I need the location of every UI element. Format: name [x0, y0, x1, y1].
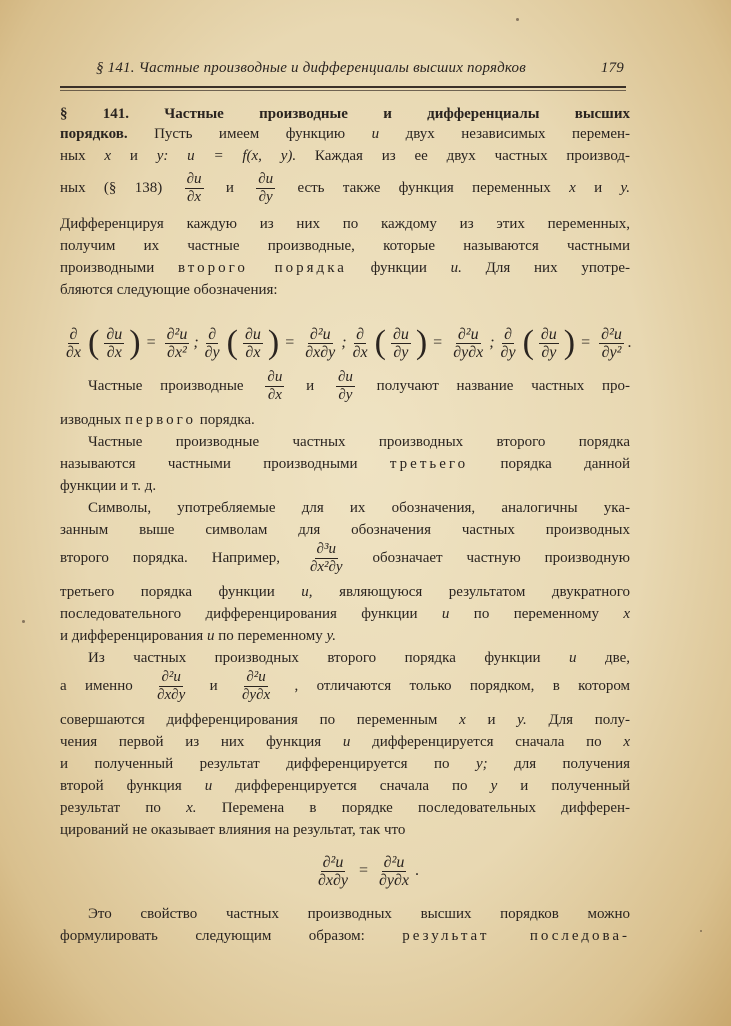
math-var: u — [569, 650, 577, 666]
left-paren: ( — [226, 324, 238, 361]
text: третьего порядка функции — [60, 584, 275, 600]
ink-speck — [516, 18, 519, 21]
text: Из частных производных второго порядка функции — [88, 650, 541, 666]
math-var: u. — [450, 260, 462, 276]
text-line — [60, 732, 630, 752]
text: функции — [370, 260, 427, 276]
text: формулировать следующим образом: — [60, 928, 365, 944]
text: Для них употре- — [485, 260, 631, 276]
text-line — [60, 776, 630, 796]
text: по переменному — [218, 628, 323, 644]
denominator: ∂x∂y — [317, 871, 348, 889]
text: Символы, употребляемые для их обозначения, аналогичны ука- — [88, 500, 630, 516]
math-var: u — [371, 126, 380, 142]
fraction — [539, 326, 559, 361]
right-paren: ) — [129, 324, 141, 361]
numerator: ∂³u — [316, 541, 336, 558]
separator: ; — [193, 334, 199, 351]
period: . — [627, 334, 632, 351]
numerator: ∂u — [540, 325, 557, 343]
spaced-term: третьего — [389, 456, 469, 472]
text: результат по — [60, 800, 161, 816]
math-var: y. — [620, 180, 631, 196]
math-var: u — [342, 734, 351, 750]
text: второго порядка. Например, — [60, 550, 280, 566]
text: цирований не оказывает влияния на результат, так что — [60, 822, 406, 838]
equals: = — [146, 334, 156, 351]
math-var: x — [623, 734, 631, 750]
right-paren: ) — [267, 324, 280, 361]
text: совершаются дифференцирования по переменным — [60, 712, 438, 728]
text-line — [60, 626, 630, 646]
equals: = — [581, 334, 591, 351]
text-line — [60, 540, 630, 576]
text-line — [60, 820, 630, 840]
text-line — [60, 280, 630, 300]
fraction — [599, 326, 624, 361]
math-var: x — [104, 148, 112, 164]
denominator: ∂y∂x — [242, 687, 271, 704]
text-line — [60, 604, 630, 624]
fraction — [308, 541, 345, 576]
separator: ; — [489, 334, 495, 351]
text-line — [60, 368, 630, 404]
right-paren: ) — [563, 324, 576, 361]
section-heading-line — [60, 104, 630, 124]
denominator: ∂x — [66, 343, 82, 361]
text: производными — [60, 260, 155, 276]
text-line — [60, 410, 630, 430]
numerator: ∂u — [244, 325, 261, 343]
text: , отличаются только порядком, в котором — [294, 678, 631, 694]
numerator: ∂u — [392, 325, 409, 343]
equals: = — [433, 334, 443, 351]
denominator: ∂x²∂y — [309, 559, 343, 576]
math-var: x — [569, 180, 576, 196]
text: две, — [604, 650, 630, 666]
numerator: ∂ — [208, 325, 217, 343]
denominator: ∂x∂y — [157, 687, 186, 704]
numerator: ∂²u — [161, 669, 181, 686]
ink-speck — [22, 620, 25, 623]
denominator: ∂y — [204, 343, 220, 361]
text: а именно — [60, 678, 133, 694]
text: Каждая из ее двух частных производ- — [314, 148, 631, 164]
spaced-term: первого — [125, 412, 196, 428]
equation-second-derivatives — [60, 318, 630, 368]
running-header — [64, 60, 624, 77]
math-var: x — [459, 712, 466, 728]
text: и дифференцирования — [60, 628, 204, 644]
fraction — [265, 369, 284, 404]
denominator: ∂x — [267, 387, 282, 404]
text: ных — [60, 148, 86, 164]
numerator: ∂²u — [322, 853, 344, 871]
text: ных (§ 138) — [60, 180, 163, 196]
fraction — [336, 369, 355, 404]
text: Частные производные — [88, 378, 244, 394]
fraction — [256, 171, 275, 206]
text: обозначает частную производную — [372, 550, 630, 566]
fraction — [451, 326, 485, 361]
denominator: ∂x — [187, 189, 202, 206]
denominator: ∂y — [500, 343, 516, 361]
left-paren: ( — [374, 324, 386, 361]
text: называются частными производными — [60, 456, 358, 472]
section-heading-end: порядков. — [60, 126, 128, 142]
separator: ; — [341, 334, 347, 351]
text: и — [129, 148, 138, 164]
denominator: ∂x — [106, 343, 122, 361]
text-line — [60, 258, 630, 278]
text: чения первой из них функция — [60, 734, 322, 750]
numerator: ∂ — [356, 325, 365, 343]
text: получим их частные производные, которые называются частными — [60, 238, 630, 254]
formula-xx — [60, 326, 199, 361]
fraction — [155, 669, 187, 704]
spaced-term: второго порядка — [178, 260, 347, 276]
text-line — [60, 170, 630, 206]
text: порядка. — [199, 412, 255, 428]
numerator: ∂u — [337, 369, 353, 386]
numerator: ∂u — [186, 171, 202, 188]
text-line — [60, 454, 630, 474]
text: есть также функция переменных — [297, 180, 551, 196]
numerator: ∂²u — [246, 669, 266, 686]
text-line — [60, 754, 630, 774]
text-line — [60, 904, 630, 924]
text: и — [306, 378, 315, 394]
text: дифференцируется сначала по — [235, 778, 468, 794]
equals: = — [358, 862, 369, 879]
denominator: ∂x — [245, 343, 261, 361]
text: и полученный — [520, 778, 631, 794]
text: порядка данной — [500, 456, 631, 472]
fraction — [243, 326, 263, 361]
text-line — [60, 710, 630, 730]
text: для получения — [514, 756, 630, 772]
numerator: ∂²u — [601, 325, 622, 343]
text: и — [209, 678, 218, 694]
header-title: § 141. Частные производные и дифференциалы высших порядков — [96, 60, 526, 76]
page-number: 179 — [600, 60, 624, 76]
numerator: ∂u — [106, 325, 123, 343]
spaced-term: результат последова- — [402, 928, 630, 944]
numerator: ∂²u — [309, 325, 331, 343]
text: и — [487, 712, 496, 728]
text-line — [60, 648, 630, 668]
text-line — [60, 582, 630, 602]
math-var: u — [206, 628, 215, 644]
fraction — [165, 326, 190, 361]
text-line — [60, 124, 630, 144]
text-line — [60, 798, 630, 818]
text: и — [594, 180, 603, 196]
numerator: ∂²u — [166, 325, 188, 343]
text-line — [60, 926, 630, 946]
fraction — [185, 171, 204, 206]
text: дифференцируется сначала по — [372, 734, 602, 750]
period: . — [415, 862, 420, 879]
fraction — [303, 326, 337, 361]
text-line — [60, 146, 630, 166]
text: и полученный результат дифференцируется по — [60, 756, 450, 772]
math-var: y: — [156, 148, 169, 164]
formula-yx — [347, 326, 495, 361]
math-var: x. — [186, 800, 197, 816]
math-var: y. — [326, 628, 337, 644]
text: двух независимых перемен- — [405, 126, 631, 142]
numerator: ∂ — [504, 325, 512, 343]
text: изводных — [60, 412, 122, 428]
text: последовательного дифференцирования функции — [60, 606, 418, 622]
text-line — [60, 432, 630, 452]
text: функции и т. д. — [60, 478, 157, 494]
header-rule-thin — [60, 90, 626, 91]
ink-speck — [700, 930, 702, 932]
math-var: u — [441, 606, 450, 622]
text: Пусть имеем функцию — [154, 126, 346, 142]
equals: = — [285, 334, 295, 351]
math-var: y; — [475, 756, 488, 772]
text: Дифференцируя каждую из них по каждому из этих переменных, — [60, 216, 630, 232]
formula-xy — [199, 326, 347, 361]
numerator: ∂u — [258, 171, 274, 188]
equation-mixed-equality — [0, 846, 731, 896]
math-var: u, — [301, 584, 313, 600]
denominator: ∂x² — [167, 343, 187, 361]
left-paren: ( — [88, 324, 100, 361]
denominator: ∂y∂x — [379, 871, 410, 889]
text: Для полу- — [548, 712, 631, 728]
denominator: ∂y — [541, 343, 557, 361]
fraction — [351, 326, 370, 361]
text-line — [60, 214, 630, 234]
header-rule — [60, 86, 626, 88]
math-expression: u = f(x, y). — [187, 148, 297, 164]
text-line — [60, 236, 630, 256]
fraction — [316, 854, 350, 889]
denominator: ∂x — [352, 343, 368, 361]
text: по переменному — [473, 606, 599, 622]
fraction — [64, 326, 83, 361]
math-var: x — [623, 606, 630, 622]
fraction — [203, 326, 222, 361]
text: занным выше символам для обозначения частных производных — [60, 522, 630, 538]
numerator: ∂²u — [383, 853, 405, 871]
left-paren: ( — [522, 324, 534, 361]
text: второй функция — [60, 778, 182, 794]
denominator: ∂y — [338, 387, 353, 404]
math-var: y — [490, 778, 498, 794]
numerator: ∂ — [69, 325, 78, 343]
text: Это свойство частных производных высших порядков можно — [88, 906, 630, 922]
math-var: y. — [517, 712, 527, 728]
denominator: ∂y — [258, 189, 273, 206]
numerator: ∂²u — [457, 325, 479, 343]
fraction — [499, 326, 518, 361]
section-heading: § 141. Частные производные и дифференциалы высших — [60, 106, 630, 122]
numerator: ∂u — [267, 369, 283, 386]
text: получают название частных про- — [376, 378, 631, 394]
fraction — [104, 326, 124, 361]
text-line — [60, 498, 630, 518]
denominator: ∂y — [393, 343, 409, 361]
fraction — [240, 669, 272, 704]
text: и — [225, 180, 234, 196]
text-line — [60, 476, 630, 496]
text-line — [60, 668, 630, 704]
text: бляются следующие обозначения: — [60, 282, 278, 298]
text: Перемена в порядке последовательных дифферен- — [221, 800, 631, 816]
denominator: ∂y² — [601, 343, 622, 361]
denominator: ∂y∂x — [453, 343, 484, 361]
formula-yy — [495, 326, 632, 361]
text-line — [60, 520, 630, 540]
denominator: ∂x∂y — [305, 343, 336, 361]
math-var: u — [204, 778, 213, 794]
text: являющуюся результатом двукратного — [339, 584, 631, 600]
right-paren: ) — [415, 324, 428, 361]
fraction — [391, 326, 411, 361]
fraction — [377, 854, 411, 889]
text: Частные производные частных производных второго порядка — [88, 434, 630, 450]
